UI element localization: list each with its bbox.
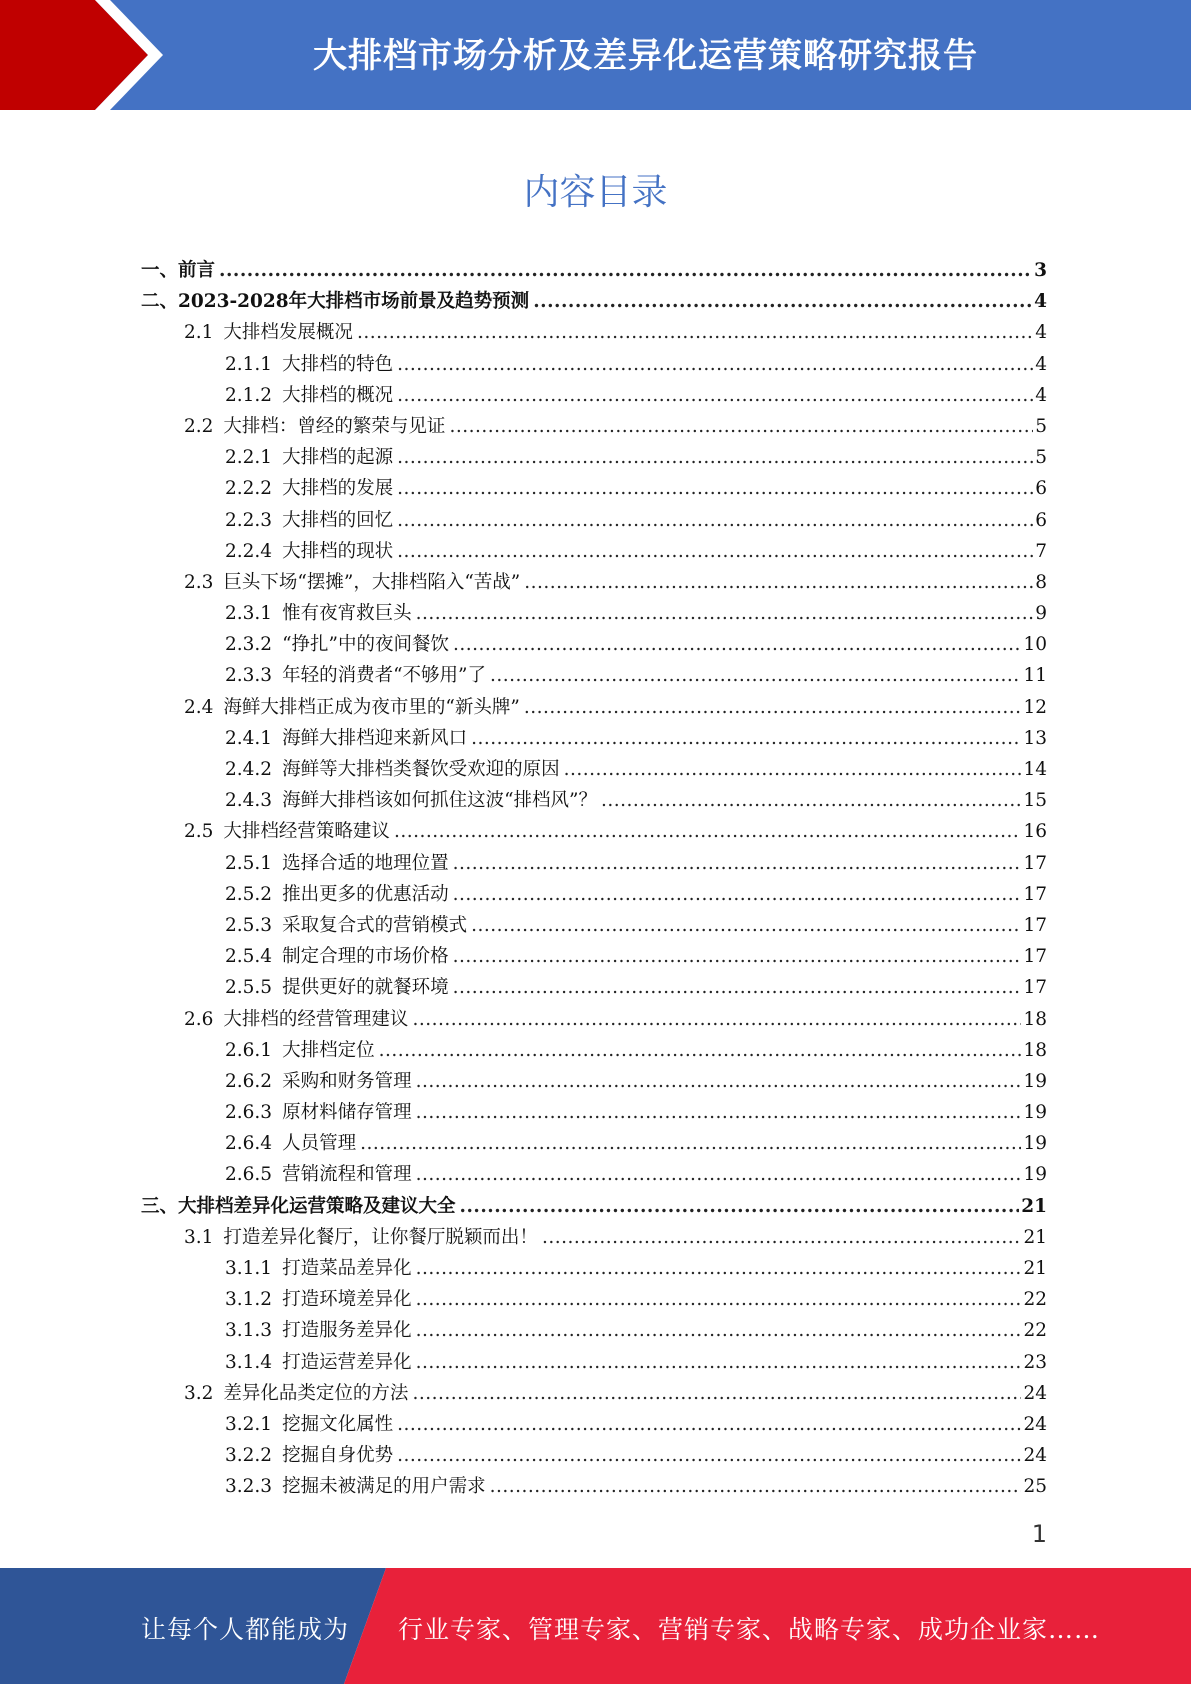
toc-entry[interactable] [0, 1222, 1191, 1253]
toc-dot-leader [397, 380, 1033, 411]
toc-entry-title: 海鲜大排档该如何抓住这波“排档风”？ [282, 790, 597, 812]
toc-entry-number: 2.3.2 [225, 634, 273, 656]
toc-heading: 内容目录 [523, 172, 668, 213]
toc-entry-title: 大排档差异化运营策略及建议大全 [178, 1195, 456, 1217]
toc-entry[interactable] [0, 536, 1191, 567]
toc-entry-title: “挣扎”中的夜间餐饮 [282, 634, 449, 656]
toc-entry-page: 22 [1023, 1320, 1047, 1342]
toc-entry-number: 2.6.5 [225, 1164, 273, 1186]
toc-entry[interactable] [0, 941, 1191, 972]
toc-entry[interactable] [0, 1253, 1191, 1284]
toc-entry-number: 2.4.3 [225, 790, 273, 812]
toc-entry-page: 24 [1023, 1413, 1047, 1435]
toc-entry-title: 大排档的回忆 [282, 509, 394, 531]
toc-entry-title: 海鲜大排档迎来新风口 [282, 727, 468, 749]
toc-entry[interactable] [0, 1097, 1191, 1128]
toc-entry-title: 打造菜品差异化 [282, 1258, 412, 1279]
toc-entry-page: 13 [1023, 727, 1047, 749]
toc-entry-number: 2.2 [184, 415, 214, 437]
toc-entry-title: 打造环境差异化 [282, 1289, 412, 1311]
toc-dot-leader [397, 536, 1033, 567]
toc-entry-title: 推出更多的优惠活动 [282, 883, 449, 905]
toc-entry-number: 2.2.4 [225, 540, 273, 562]
toc-entry-page: 4 [1035, 384, 1047, 406]
toc-entry-title: 采取复合式的营销模式 [282, 914, 468, 936]
toc-entry-title: 大排档的起源 [282, 447, 394, 469]
report-title: 大排档市场分析及差异化运营策略研究报告 [313, 36, 978, 76]
toc-entry-number: 2.1 [184, 322, 214, 344]
toc-entry-page: 4 [1034, 291, 1047, 313]
toc-dot-leader [360, 1128, 1021, 1159]
toc-dot-leader [449, 411, 1033, 442]
toc-entry-number: 2.1.2 [225, 384, 273, 406]
toc-dot-leader [416, 1315, 1022, 1346]
toc-entry[interactable] [0, 910, 1191, 941]
toc-dot-leader [453, 941, 1022, 972]
toc-entry[interactable] [0, 567, 1191, 598]
toc-dot-leader [460, 1191, 1020, 1222]
toc-dot-leader [397, 473, 1033, 504]
toc-entry-title: 打造服务差异化 [282, 1320, 412, 1342]
toc-entry-page: 17 [1023, 946, 1047, 968]
toc-entry[interactable] [0, 473, 1191, 504]
footer-slogan-right: 行业专家、管理专家、营销专家、战略专家、成功企业家…… [398, 1615, 1101, 1644]
page-number: 1 [1031, 1520, 1047, 1548]
toc-entry[interactable] [0, 660, 1191, 691]
report-header-banner [0, 0, 1191, 110]
toc-entry-page: 24 [1023, 1445, 1047, 1467]
toc-entry-page: 14 [1023, 759, 1047, 780]
toc-entry[interactable] [0, 411, 1191, 442]
toc-entry[interactable] [0, 1378, 1191, 1409]
toc-dot-leader [357, 317, 1033, 348]
toc-entry-page: 19 [1023, 1070, 1047, 1092]
toc-entry-title: 大排档的概况 [282, 384, 394, 406]
toc-entry[interactable] [0, 785, 1191, 816]
toc-entry-page: 19 [1023, 1102, 1047, 1124]
toc-dot-leader [471, 910, 1021, 941]
toc-entry[interactable] [0, 1128, 1191, 1159]
toc-entry-number: 2.3.1 [225, 603, 273, 625]
toc-entry[interactable] [0, 629, 1191, 660]
toc-entry-page: 19 [1023, 1133, 1047, 1155]
toc-entry-page: 21 [1023, 1258, 1047, 1279]
toc-entry-page: 16 [1023, 821, 1047, 843]
footer-banner [0, 1568, 1191, 1684]
toc-dot-leader [453, 972, 1022, 1003]
toc-entry-page: 19 [1023, 1164, 1047, 1186]
toc-entry-title: 采购和财务管理 [282, 1070, 412, 1092]
toc-entry-title: 原材料储存管理 [282, 1102, 412, 1124]
toc-dot-leader [412, 1378, 1021, 1409]
toc-entry-number: 3.2.2 [225, 1445, 273, 1467]
toc-entry-title: 前言 [178, 260, 216, 281]
toc-entry-number: 3.2 [184, 1382, 214, 1404]
toc-entry[interactable] [0, 1191, 1191, 1222]
toc-dot-leader [416, 1347, 1022, 1378]
toc-entry-page: 24 [1023, 1382, 1047, 1404]
toc-entry[interactable] [0, 1347, 1191, 1378]
toc-entry-number: 2.3 [184, 571, 214, 593]
toc-entry-number: 2.6.2 [225, 1070, 273, 1092]
toc-entry-title: 海鲜等大排档类餐饮受欢迎的原因 [282, 759, 560, 780]
toc-entry-page: 4 [1035, 322, 1047, 344]
toc-entry-title: 挖掘自身优势 [282, 1445, 394, 1467]
toc-entry-number: 一、 [141, 260, 179, 281]
toc-entry-number: 2.5.1 [225, 852, 273, 874]
toc-entry-number: 2.3.3 [225, 665, 273, 687]
toc-entry[interactable] [0, 380, 1191, 411]
toc-entry-title: 选择合适的地理位置 [282, 852, 449, 874]
toc-entry-page: 12 [1023, 696, 1047, 718]
toc-entry-page: 17 [1023, 852, 1047, 874]
toc-dot-leader [219, 255, 1032, 286]
toc-entry-title: 挖掘文化属性 [282, 1413, 394, 1435]
toc-entry-page: 9 [1035, 603, 1047, 625]
toc-entry-title: 制定合理的市场价格 [282, 946, 449, 968]
toc-dot-leader [397, 1409, 1021, 1440]
toc-entry-number: 2.2.3 [225, 509, 273, 531]
toc-entry-number: 2.5.2 [225, 883, 273, 905]
toc-entry[interactable] [0, 1315, 1191, 1346]
toc-entry-page: 17 [1023, 977, 1047, 999]
toc-entry[interactable] [0, 349, 1191, 380]
toc-entry-number: 3.1.4 [225, 1351, 273, 1373]
toc-entry-title: 差异化品类定位的方法 [223, 1382, 409, 1404]
toc-entry[interactable] [0, 848, 1191, 879]
toc-entry-title: 大排档的现状 [282, 540, 394, 562]
toc-entry[interactable] [0, 1440, 1191, 1471]
toc-entry[interactable] [0, 1066, 1191, 1097]
toc-entry[interactable] [0, 255, 1191, 286]
toc-entry-number: 3.2.1 [225, 1413, 273, 1435]
toc-entry-number: 2.2.2 [225, 478, 273, 500]
toc-dot-leader [397, 1440, 1021, 1471]
toc-entry-title: 打造运营差异化 [282, 1351, 412, 1373]
toc-entry-title: 挖掘未被满足的用户需求 [282, 1476, 486, 1498]
toc-entry-number: 3.1 [184, 1226, 214, 1248]
toc-dot-leader [533, 286, 1032, 317]
toc-entry[interactable] [0, 1159, 1191, 1190]
toc-dot-leader [490, 660, 1021, 691]
toc-dot-leader [397, 505, 1033, 536]
toc-entry-number: 三、 [141, 1195, 179, 1217]
toc-entry-page: 18 [1023, 1008, 1047, 1030]
toc-dot-leader [524, 692, 1022, 723]
toc-dot-leader [601, 785, 1021, 816]
toc-dot-leader [416, 1066, 1022, 1097]
toc-entry-page: 8 [1035, 571, 1047, 593]
toc-entry-page: 21 [1023, 1226, 1047, 1248]
toc-entry-page: 6 [1035, 509, 1047, 531]
toc-entry-page: 25 [1023, 1476, 1047, 1498]
toc-entry-page: 6 [1035, 478, 1047, 500]
toc-entry-number: 2.6.4 [225, 1133, 273, 1155]
toc-entry-page: 5 [1035, 447, 1047, 469]
toc-entry-number: 2.5.5 [225, 977, 273, 999]
toc-entry-page: 23 [1023, 1351, 1047, 1373]
toc-entry-page: 22 [1023, 1289, 1047, 1311]
toc-entry[interactable] [0, 972, 1191, 1003]
toc-entry-title: 大排档定位 [282, 1039, 375, 1061]
toc-entry-number: 2.4.1 [225, 727, 273, 749]
toc-entry-page: 18 [1023, 1039, 1047, 1061]
toc-entry-title: 人员管理 [282, 1133, 357, 1155]
toc-entry-page: 17 [1023, 914, 1047, 936]
toc-entry-number: 3.1.3 [225, 1320, 273, 1342]
table-of-contents [0, 255, 1191, 1503]
toc-entry[interactable] [0, 754, 1191, 785]
toc-entry[interactable] [0, 816, 1191, 847]
toc-entry[interactable] [0, 317, 1191, 348]
toc-dot-leader [394, 816, 1022, 847]
toc-dot-leader [453, 629, 1021, 660]
toc-entry-number: 2.5.4 [225, 946, 273, 968]
toc-entry[interactable] [0, 879, 1191, 910]
toc-entry-number: 2.6.3 [225, 1102, 273, 1124]
toc-entry-number: 3.1.2 [225, 1289, 273, 1311]
toc-entry-title: 大排档：曾经的繁荣与见证 [223, 415, 446, 437]
toc-entry[interactable] [0, 1035, 1191, 1066]
toc-entry[interactable] [0, 505, 1191, 536]
toc-entry-page: 17 [1023, 883, 1047, 905]
toc-dot-leader [453, 879, 1022, 910]
toc-entry[interactable] [0, 723, 1191, 754]
toc-dot-leader [397, 349, 1033, 380]
toc-entry-title: 提供更好的就餐环境 [282, 977, 449, 999]
toc-dot-leader [564, 754, 1022, 785]
toc-dot-leader [524, 567, 1033, 598]
toc-dot-leader [379, 1035, 1022, 1066]
toc-entry[interactable] [0, 598, 1191, 629]
toc-dot-leader [416, 1159, 1022, 1190]
toc-entry-number: 3.2.3 [225, 1476, 273, 1498]
toc-entry[interactable] [0, 692, 1191, 723]
toc-entry-page: 5 [1035, 415, 1047, 437]
footer-slogan-left: 让每个人都能成为 [141, 1615, 350, 1644]
toc-entry-title: 大排档的发展 [282, 478, 394, 500]
toc-entry-number: 2.5.3 [225, 914, 273, 936]
toc-entry-number: 2.4.2 [225, 759, 273, 780]
toc-entry-page: 3 [1034, 260, 1047, 281]
toc-dot-leader [416, 598, 1034, 629]
toc-entry[interactable] [0, 442, 1191, 473]
toc-entry-title: 巨头下场“摆摊”，大排档陷入“苦战” [223, 571, 521, 593]
toc-dot-leader [412, 1004, 1021, 1035]
toc-entry[interactable] [0, 1409, 1191, 1440]
toc-entry-title: 惟有夜宵救巨头 [282, 603, 412, 625]
toc-entry-title: 大排档的特色 [282, 353, 394, 375]
toc-dot-leader [542, 1222, 1022, 1253]
toc-entry-number: 2.5 [184, 821, 214, 843]
toc-dot-leader [397, 442, 1033, 473]
toc-entry-number: 2.2.1 [225, 447, 273, 469]
toc-entry-page: 15 [1023, 790, 1047, 812]
toc-entry-title: 2023-2028年大排档市场前景及趋势预测 [178, 291, 530, 313]
toc-dot-leader [416, 1097, 1022, 1128]
toc-dot-leader [416, 1253, 1022, 1284]
toc-entry-page: 21 [1021, 1195, 1047, 1217]
toc-entry[interactable] [0, 1471, 1191, 1502]
toc-entry-title: 大排档发展概况 [223, 322, 353, 344]
toc-entry-number: 2.1.1 [225, 353, 273, 375]
toc-dot-leader [453, 848, 1022, 879]
toc-entry[interactable] [0, 1284, 1191, 1315]
toc-entry-page: 10 [1023, 634, 1047, 656]
toc-entry-title: 大排档经营策略建议 [223, 821, 390, 843]
toc-entry-page: 7 [1035, 540, 1047, 562]
toc-entry-title: 年轻的消费者“不够用”了 [282, 665, 486, 687]
toc-entry-title: 大排档的经营管理建议 [223, 1008, 409, 1030]
toc-dot-leader [490, 1471, 1022, 1502]
toc-entry-page: 11 [1023, 665, 1047, 687]
toc-entry-title: 营销流程和管理 [282, 1164, 412, 1186]
toc-entry[interactable] [0, 286, 1191, 317]
toc-entry-page: 4 [1035, 353, 1047, 375]
toc-entry-title: 打造差异化餐厅，让你餐厅脱颖而出！ [223, 1226, 538, 1248]
toc-entry-number: 二、 [141, 291, 179, 313]
toc-entry-title: 海鲜大排档正成为夜市里的“新头牌” [223, 696, 520, 718]
toc-entry-number: 2.6 [184, 1008, 214, 1030]
toc-entry[interactable] [0, 1004, 1191, 1035]
toc-entry-number: 2.6.1 [225, 1039, 273, 1061]
toc-dot-leader [471, 723, 1021, 754]
toc-entry-number: 2.4 [184, 696, 214, 718]
toc-entry-number: 3.1.1 [225, 1258, 273, 1279]
toc-dot-leader [416, 1284, 1022, 1315]
